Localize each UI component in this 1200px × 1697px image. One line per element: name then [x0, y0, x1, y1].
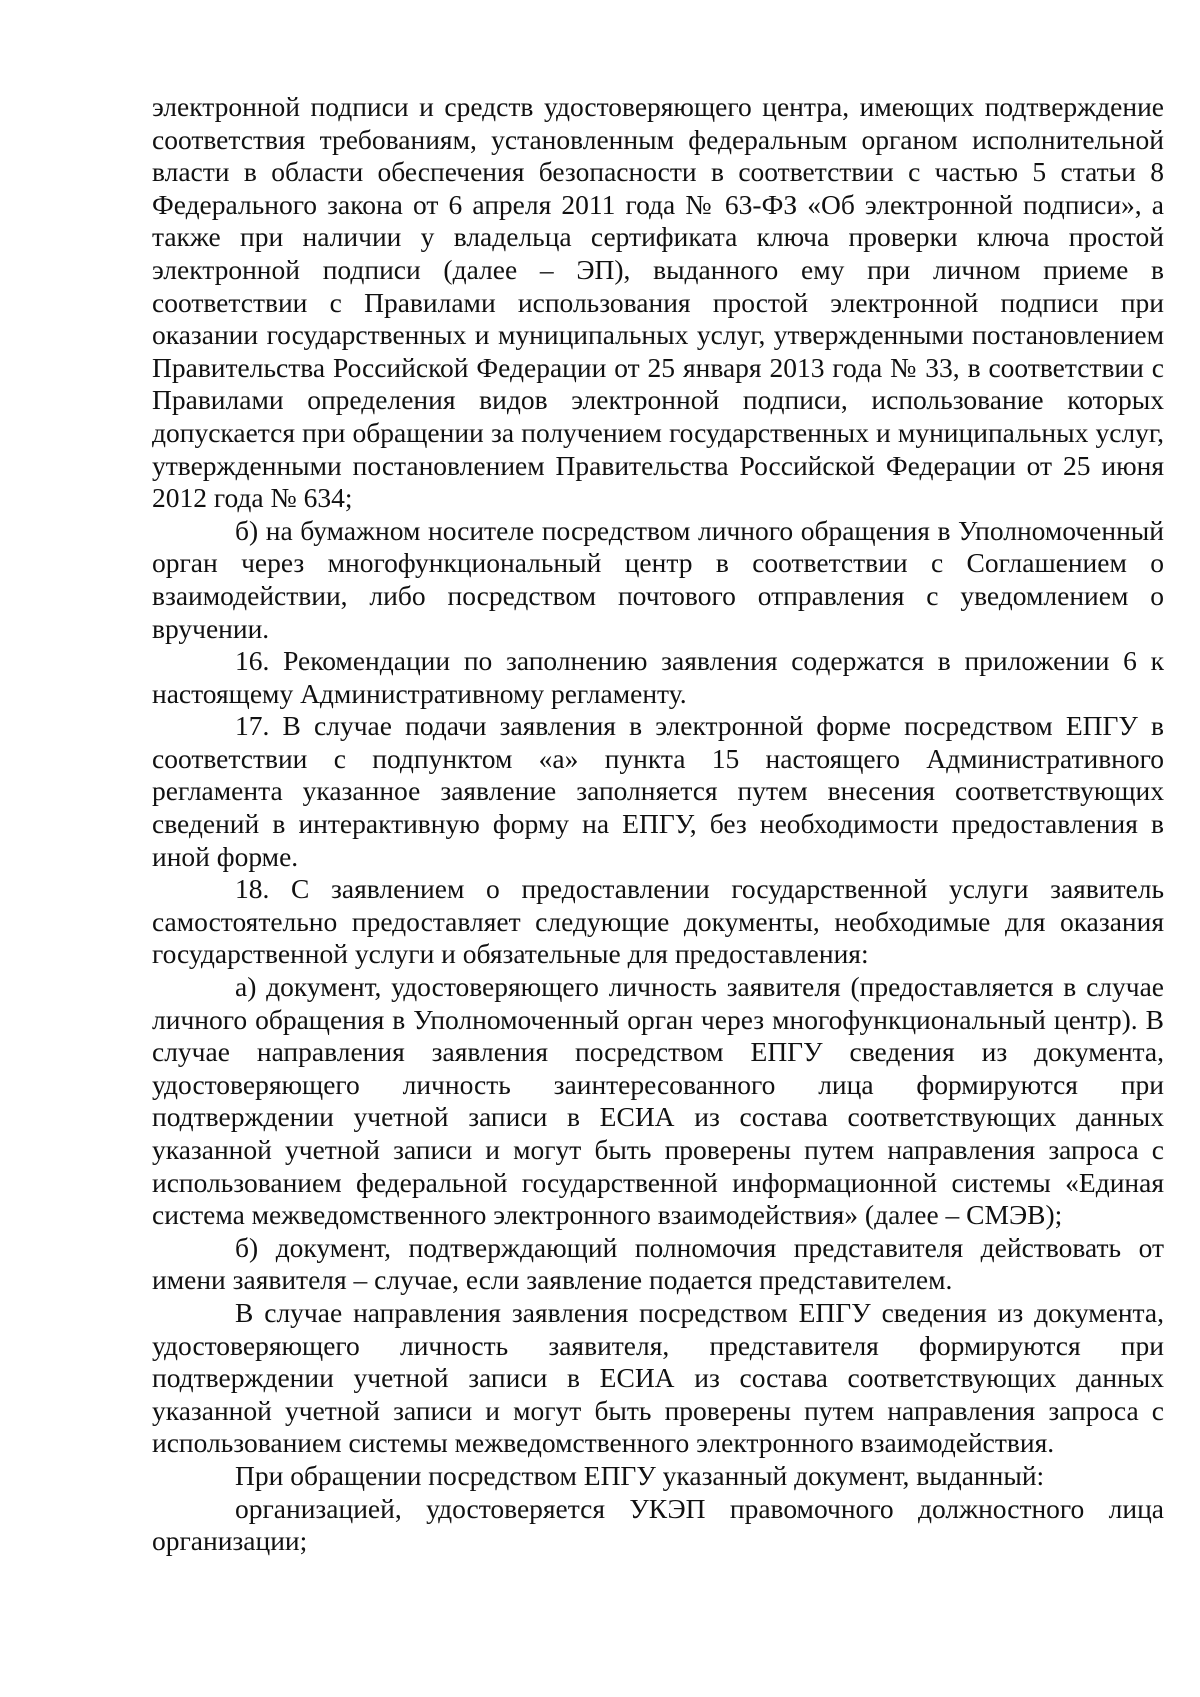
paragraph-18-item-b: б) документ, подтверждающий полномочия представителя действовать от имени заявителя – случае, если заявление подается представителем. — [152, 1231, 1164, 1296]
paragraph-organization: организацией, удостоверяется УКЭП правомочного должностного лица организации; — [152, 1492, 1164, 1557]
paragraph-continuation: электронной подписи и средств удостоверяющего центра, имеющих подтверждение соответствия требованиям, установленным федеральным органом исполнительной власти в области обеспечения безопасности в соответствии с частью 5 статьи 8 Федерального закона от 6 апреля 2011 года № 63-ФЗ «Об электронной подписи», а также при наличии у владельца сертификата ключа проверки ключа простой электронной подписи (далее – ЭП), выданного ему при личном приеме в соответствии с Правилами использования простой электронной подписи при оказании государственных и муниципальных услуг, утвержденными постановлением Правительства Российской Федерации от 25 января 2013 года № 33, в соответствии с Правилами определения видов электронной подписи, использование которых допускается при обращении за получением государственных и муниципальных услуг, утвержденными постановлением Правительства Российской Федерации от 25 июня 2012 года № 634; — [152, 91, 1164, 514]
paragraph-16: 16. Рекомендации по заполнению заявления содержатся в приложении 6 к настоящему Административному регламенту. — [152, 645, 1164, 709]
document-body — [152, 91, 1164, 1558]
paragraph-epgu-document: При обращении посредством ЕПГУ указанный документ, выданный: — [235, 1459, 1045, 1491]
paragraph-item-b-paper: б) на бумажном носителе посредством личного обращения в Уполномоченный орган через многофункциональный центр в соответствии с Соглашением о взаимодействии, либо посредством почтового отправления с уведомлением о вручении. — [152, 514, 1164, 644]
paragraph-17: 17. В случае подачи заявления в электронной форме посредством ЕПГУ в соответствии с подпунктом «а» пункта 15 настоящего Административного регламента указанное заявление заполняется путем внесения соответствующих сведений в интерактивную форму на ЕПГУ, без необходимости предоставления в иной форме. — [152, 710, 1164, 872]
paragraph-18-item-a: а) документ, удостоверяющего личность заявителя (предоставляется в случае личного обращения в Уполномоченный орган через многофункциональный центр). В случае направления заявления посредством ЕПГУ сведения из документа, удостоверяющего личность заинтересованного лица формируются при подтверждении учетной записи в ЕСИА из состава соответствующих данных указанной учетной записи и могут быть проверены путем направления запроса с использованием федеральной государственной информационной системы «Единая система межведомственного электронного взаимодействия» (далее – СМЭВ); — [152, 971, 1164, 1231]
paragraph-epgu-identity: В случае направления заявления посредством ЕПГУ сведения из документа, удостоверяющего личность заявителя, представителя формируются при подтверждении учетной записи в ЕСИА из состава соответствующих данных указанной учетной записи и могут быть проверены путем направления запроса с использованием системы межведомственного электронного взаимодействия. — [152, 1296, 1164, 1459]
paragraph-18: 18. С заявлением о предоставлении государственной услуги заявитель самостоятельно предоставляет следующие документы, необходимые для оказания государственной услуги и обязательные для предоставления: — [152, 873, 1164, 970]
